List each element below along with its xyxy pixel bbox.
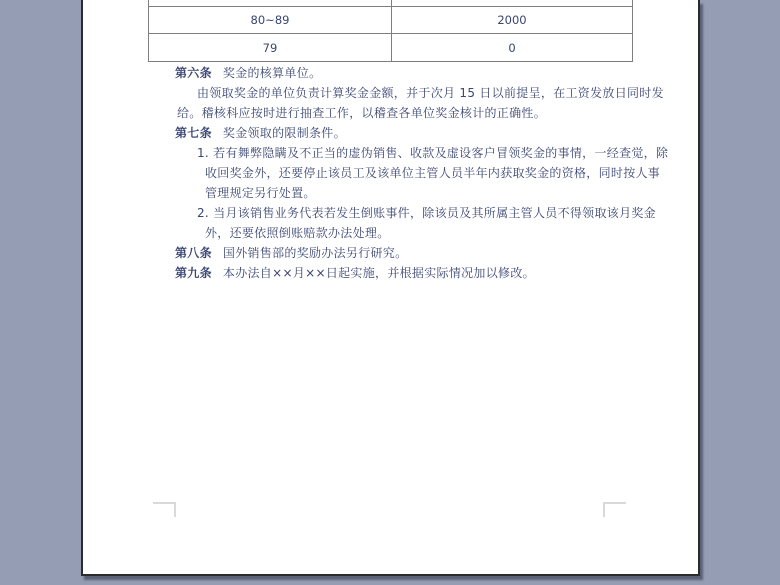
article-9-label: 第九条 bbox=[175, 266, 212, 280]
margin-crop-mark-left bbox=[153, 502, 176, 517]
bonus-table bbox=[148, 0, 633, 62]
article-7-item-2-line: 2. 当月该销售业务代表若发生倒账事件，除该员及其所属主管人员不得领取该月奖金 bbox=[197, 206, 656, 220]
article-7-label: 第七条 bbox=[175, 126, 212, 140]
article-9-title: 本办法自××月××日起实施，并根据实际情况加以修改。 bbox=[222, 266, 535, 280]
article-7-item-1-line: 1. 若有舞弊隐瞒及不正当的虚伪销售、收款及虚设客户冒领奖金的事情，一经查觉，除 bbox=[197, 146, 669, 160]
article-8-title: 国外销售部的奖励办法另行研究。 bbox=[222, 246, 408, 260]
article-7-item-1-line: 管理规定另行处置。 bbox=[205, 186, 316, 200]
article-6-heading bbox=[175, 63, 645, 83]
margin-crop-mark-right bbox=[603, 502, 626, 517]
article-7-title: 奖金领取的限制条件。 bbox=[222, 126, 346, 140]
article-7-item-2-line: 外，还要依照倒账赔款办法处理。 bbox=[205, 226, 390, 240]
article-9-heading bbox=[175, 263, 645, 283]
article-6-paragraph-line: 给。稽核科应按时进行抽查工作，以稽查各单位奖金核计的正确性。 bbox=[177, 106, 547, 120]
article-6-paragraph-line: 由领取奖金的单位负责计算奖金金额，并于次月 15 日以前提呈，在工资发放日同时发 bbox=[197, 86, 664, 100]
article-7-item-1-line: 收回奖金外，还要停止该员工及该单位主管人员半年内获取奖金的资格，同时按人事 bbox=[205, 166, 661, 180]
article-6-label: 第六条 bbox=[175, 66, 212, 80]
article-7-heading bbox=[175, 123, 645, 143]
table-cell-score: 79 bbox=[149, 34, 392, 62]
article-8-heading bbox=[175, 243, 645, 263]
document-body bbox=[175, 63, 669, 283]
article-6-title: 奖金的核算单位。 bbox=[222, 66, 322, 80]
table-cell-bonus: 2000 bbox=[392, 7, 633, 34]
table-cell-bonus: 0 bbox=[392, 34, 633, 62]
table-row bbox=[149, 34, 633, 62]
document-page bbox=[81, 0, 700, 576]
article-8-label: 第八条 bbox=[175, 246, 212, 260]
table-cell-score: 80~89 bbox=[149, 7, 392, 34]
table-row bbox=[149, 7, 633, 34]
